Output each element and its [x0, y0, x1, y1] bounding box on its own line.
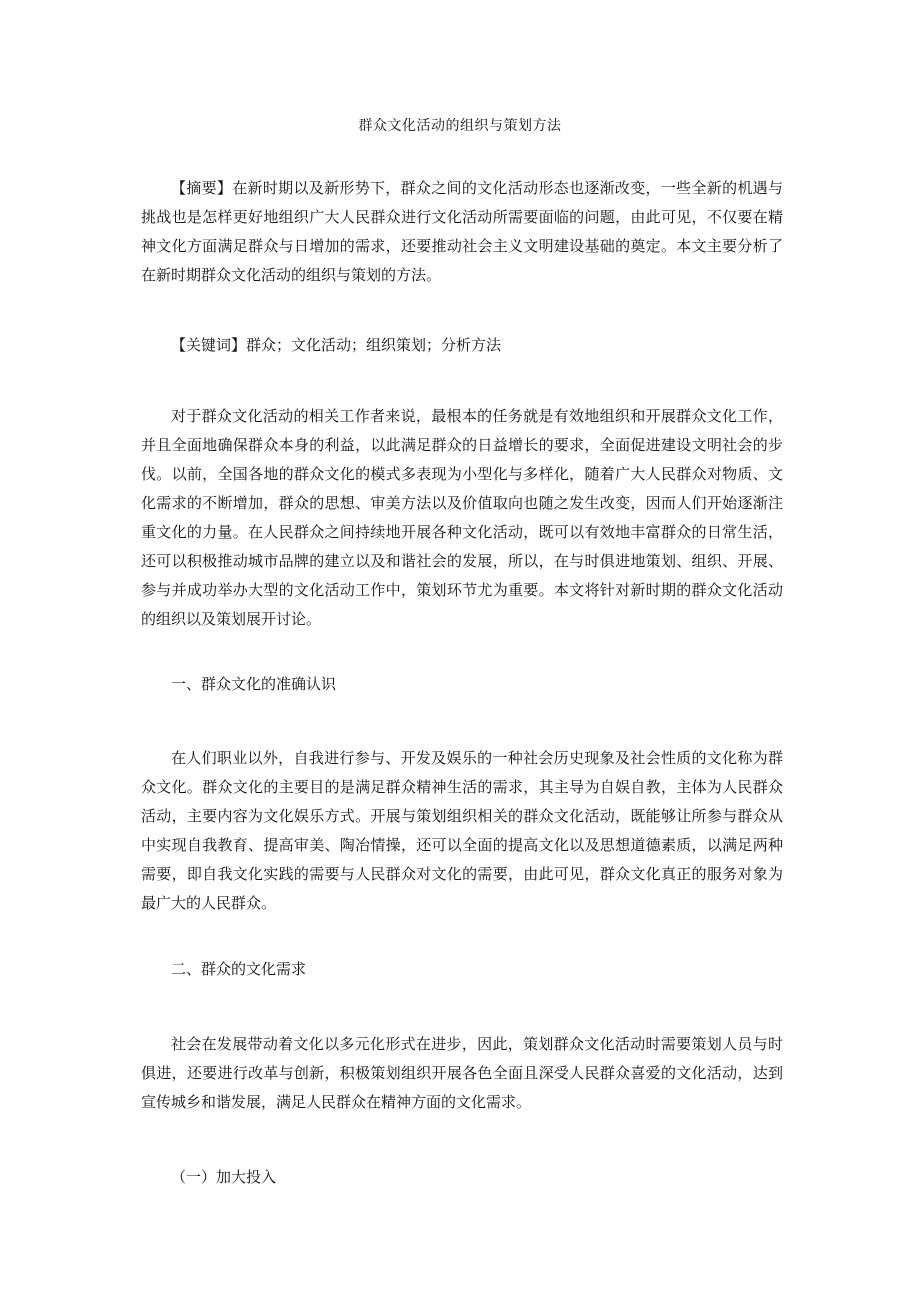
intro-paragraph: 对于群众文化活动的相关工作者来说，最根本的任务就是有效地组织和开展群众文化工作，并且全面地确保群众本身的利益，以此满足群众的日益增长的要求，全面促进建设文明社会的步伐。以前，全国各地的群众文化的模式多表现为小型化与多样化，随着广大人民群众对物质、文化需求的不断增加，群众的思想、审美方法以及价值取向也随之发生改变，因而人们开始逐渐注重文化的力量。在人民群众之间持续地开展各种文化活动，既可以有效地丰富群众的日常生活，还可以积极推动城市品牌的建立以及和谐社会的发展，所以，在与时俱进地策划、组织、开展、参与并成功举办大型的文化活动工作中，策划环节尤为重要。本文将针对新时期的群众文化活动的组织以及策划展开讨论。 [141, 407, 783, 628]
section-2-paragraph: 社会在发展带动着文化以多元化形式在进步，因此，策划群众文化活动时需要策划人员与时俱进，还要进行改革与创新，积极策划组织开展各色全面且深受人民群众喜爱的文化活动，达到宣传城乡和谐发展，满足人民群众在精神方面的文化需求。 [141, 1035, 783, 1111]
subsection-1-heading: （一）加大投入 [171, 1168, 277, 1186]
section-2-heading: 二、群众的文化需求 [171, 960, 307, 978]
keywords-paragraph: 【关键词】群众；文化活动；组织策划；分析方法 [171, 336, 502, 354]
document-title: 群众文化活动的组织与策划方法 [358, 118, 562, 134]
abstract-paragraph: 【摘要】在新时期以及新形势下，群众之间的文化活动形态也逐渐改变，一些全新的机遇与挑战也是怎样更好地组织广大人民群众进行文化活动所需要面临的问题，由此可见，不仅要在精神文化方面满足群众与日增加的需求，还要推动社会主义文明建设基础的奠定。本文主要分析了在新时期群众文化活动的组织与策划的方法。 [141, 179, 783, 284]
section-1-paragraph: 在人们职业以外，自我进行参与、开发及娱乐的一种社会历史现象及社会性质的文化称为群众文化。群众文化的主要目的是满足群众精神生活的需求，其主导为自娱自教，主体为人民群众活动，主要内容为文化娱乐方式。开展与策划组织相关的群众文化活动，既能够让所参与群众从中实现自我教育、提高审美、陶冶情操，还可以全面的提高文化以及思想道德素质，以满足两种需要，即自我文化实践的需要与人民群众对文化的需要，由此可见，群众文化真正的服务对象为最广大的人民群众。 [141, 749, 783, 912]
section-1-heading: 一、群众文化的准确认识 [171, 675, 337, 693]
